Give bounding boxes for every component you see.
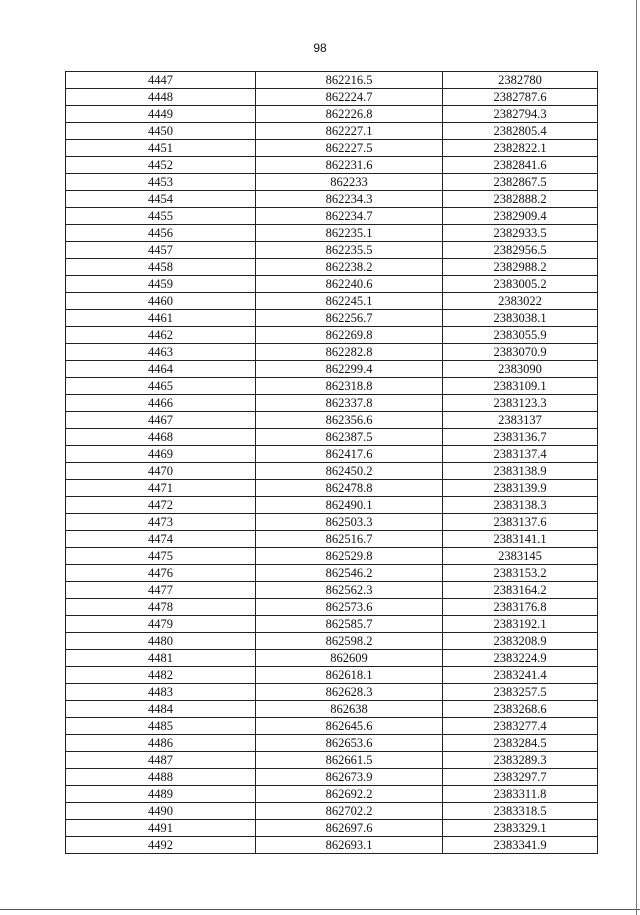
- table-row: [66, 259, 598, 276]
- table-row: [66, 89, 598, 106]
- y-coordinate-cell: 2383311.8: [443, 786, 598, 803]
- y-coordinate-cell: 2383192.1: [443, 616, 598, 633]
- point-number-cell: 4460: [66, 293, 256, 310]
- y-coordinate-cell: 2382787.6: [443, 89, 598, 106]
- table-row: [66, 174, 598, 191]
- y-coordinate-cell: 2383137: [443, 412, 598, 429]
- y-coordinate-cell: 2383022: [443, 293, 598, 310]
- y-coordinate-cell: 2383109.1: [443, 378, 598, 395]
- y-coordinate-cell: 2383268.6: [443, 701, 598, 718]
- table-row: [66, 429, 598, 446]
- page-bottom-edge: [0, 909, 640, 910]
- table-row: [66, 446, 598, 463]
- point-number-cell: 4478: [66, 599, 256, 616]
- table-row: [66, 803, 598, 820]
- x-coordinate-cell: 862573.6: [256, 599, 443, 616]
- y-coordinate-cell: 2383139.9: [443, 480, 598, 497]
- y-coordinate-cell: 2383208.9: [443, 633, 598, 650]
- x-coordinate-cell: 862598.2: [256, 633, 443, 650]
- y-coordinate-cell: 2383137.4: [443, 446, 598, 463]
- x-coordinate-cell: 862628.3: [256, 684, 443, 701]
- point-number-cell: 4461: [66, 310, 256, 327]
- y-coordinate-cell: 2383138.9: [443, 463, 598, 480]
- point-number-cell: 4475: [66, 548, 256, 565]
- point-number-cell: 4469: [66, 446, 256, 463]
- y-coordinate-cell: 2383055.9: [443, 327, 598, 344]
- point-number-cell: 4454: [66, 191, 256, 208]
- y-coordinate-cell: 2382805.4: [443, 123, 598, 140]
- coordinates-table-body: [66, 72, 598, 854]
- x-coordinate-cell: 862227.5: [256, 140, 443, 157]
- point-number-cell: 4482: [66, 667, 256, 684]
- point-number-cell: 4458: [66, 259, 256, 276]
- x-coordinate-cell: 862318.8: [256, 378, 443, 395]
- table-row: [66, 582, 598, 599]
- table-row: [66, 616, 598, 633]
- point-number-cell: 4467: [66, 412, 256, 429]
- point-number-cell: 4472: [66, 497, 256, 514]
- y-coordinate-cell: 2383145: [443, 548, 598, 565]
- table-row: [66, 72, 598, 89]
- x-coordinate-cell: 862234.3: [256, 191, 443, 208]
- point-number-cell: 4481: [66, 650, 256, 667]
- y-coordinate-cell: 2382822.1: [443, 140, 598, 157]
- y-coordinate-cell: 2383297.7: [443, 769, 598, 786]
- point-number-cell: 4465: [66, 378, 256, 395]
- table-row: [66, 820, 598, 837]
- y-coordinate-cell: 2382794.3: [443, 106, 598, 123]
- y-coordinate-cell: 2383224.9: [443, 650, 598, 667]
- point-number-cell: 4449: [66, 106, 256, 123]
- table-row: [66, 378, 598, 395]
- x-coordinate-cell: 862337.8: [256, 395, 443, 412]
- point-number-cell: 4473: [66, 514, 256, 531]
- x-coordinate-cell: 862516.7: [256, 531, 443, 548]
- x-coordinate-cell: 862450.2: [256, 463, 443, 480]
- point-number-cell: 4476: [66, 565, 256, 582]
- x-coordinate-cell: 862702.2: [256, 803, 443, 820]
- coordinates-table: [65, 71, 598, 854]
- y-coordinate-cell: 2382933.5: [443, 225, 598, 242]
- table-row: [66, 837, 598, 854]
- table-row: [66, 327, 598, 344]
- y-coordinate-cell: 2383136.7: [443, 429, 598, 446]
- y-coordinate-cell: 2383284.5: [443, 735, 598, 752]
- y-coordinate-cell: 2383176.8: [443, 599, 598, 616]
- table-row: [66, 395, 598, 412]
- point-number-cell: 4490: [66, 803, 256, 820]
- x-coordinate-cell: 862227.1: [256, 123, 443, 140]
- x-coordinate-cell: 862256.7: [256, 310, 443, 327]
- table-row: [66, 548, 598, 565]
- x-coordinate-cell: 862661.5: [256, 752, 443, 769]
- x-coordinate-cell: 862478.8: [256, 480, 443, 497]
- y-coordinate-cell: 2382956.5: [443, 242, 598, 259]
- x-coordinate-cell: 862697.6: [256, 820, 443, 837]
- table-row: [66, 225, 598, 242]
- x-coordinate-cell: 862490.1: [256, 497, 443, 514]
- y-coordinate-cell: 2382909.4: [443, 208, 598, 225]
- point-number-cell: 4484: [66, 701, 256, 718]
- x-coordinate-cell: 862673.9: [256, 769, 443, 786]
- table-row: [66, 361, 598, 378]
- y-coordinate-cell: 2383138.3: [443, 497, 598, 514]
- x-coordinate-cell: 862235.5: [256, 242, 443, 259]
- x-coordinate-cell: 862529.8: [256, 548, 443, 565]
- x-coordinate-cell: 862224.7: [256, 89, 443, 106]
- y-coordinate-cell: 2383257.5: [443, 684, 598, 701]
- point-number-cell: 4457: [66, 242, 256, 259]
- point-number-cell: 4468: [66, 429, 256, 446]
- point-number-cell: 4462: [66, 327, 256, 344]
- table-row: [66, 599, 598, 616]
- y-coordinate-cell: 2383090: [443, 361, 598, 378]
- table-row: [66, 463, 598, 480]
- x-coordinate-cell: 862645.6: [256, 718, 443, 735]
- y-coordinate-cell: 2383141.1: [443, 531, 598, 548]
- x-coordinate-cell: 862245.1: [256, 293, 443, 310]
- x-coordinate-cell: 862233: [256, 174, 443, 191]
- point-number-cell: 4456: [66, 225, 256, 242]
- x-coordinate-cell: 862638: [256, 701, 443, 718]
- y-coordinate-cell: 2383038.1: [443, 310, 598, 327]
- y-coordinate-cell: 2382888.2: [443, 191, 598, 208]
- table-row: [66, 701, 598, 718]
- x-coordinate-cell: 862356.6: [256, 412, 443, 429]
- y-coordinate-cell: 2382841.6: [443, 157, 598, 174]
- x-coordinate-cell: 862653.6: [256, 735, 443, 752]
- table-row: [66, 633, 598, 650]
- point-number-cell: 4474: [66, 531, 256, 548]
- x-coordinate-cell: 862234.7: [256, 208, 443, 225]
- x-coordinate-cell: 862216.5: [256, 72, 443, 89]
- point-number-cell: 4471: [66, 480, 256, 497]
- y-coordinate-cell: 2382780: [443, 72, 598, 89]
- point-number-cell: 4483: [66, 684, 256, 701]
- y-coordinate-cell: 2383318.5: [443, 803, 598, 820]
- table-row: [66, 769, 598, 786]
- table-row: [66, 140, 598, 157]
- point-number-cell: 4448: [66, 89, 256, 106]
- table-row: [66, 514, 598, 531]
- point-number-cell: 4451: [66, 140, 256, 157]
- table-row: [66, 718, 598, 735]
- table-row: [66, 344, 598, 361]
- point-number-cell: 4479: [66, 616, 256, 633]
- table-row: [66, 786, 598, 803]
- y-coordinate-cell: 2383289.3: [443, 752, 598, 769]
- table-row: [66, 293, 598, 310]
- point-number-cell: 4464: [66, 361, 256, 378]
- x-coordinate-cell: 862503.3: [256, 514, 443, 531]
- table-row: [66, 276, 598, 293]
- y-coordinate-cell: 2383153.2: [443, 565, 598, 582]
- y-coordinate-cell: 2383277.4: [443, 718, 598, 735]
- x-coordinate-cell: 862269.8: [256, 327, 443, 344]
- table-row: [66, 106, 598, 123]
- table-row: [66, 123, 598, 140]
- x-coordinate-cell: 862282.8: [256, 344, 443, 361]
- point-number-cell: 4489: [66, 786, 256, 803]
- table-row: [66, 412, 598, 429]
- y-coordinate-cell: 2383005.2: [443, 276, 598, 293]
- point-number-cell: 4487: [66, 752, 256, 769]
- point-number-cell: 4491: [66, 820, 256, 837]
- x-coordinate-cell: 862585.7: [256, 616, 443, 633]
- point-number-cell: 4453: [66, 174, 256, 191]
- y-coordinate-cell: 2383070.9: [443, 344, 598, 361]
- point-number-cell: 4485: [66, 718, 256, 735]
- table-row: [66, 752, 598, 769]
- page-number: 98: [313, 41, 327, 55]
- table-row: [66, 208, 598, 225]
- table-row: [66, 684, 598, 701]
- point-number-cell: 4480: [66, 633, 256, 650]
- point-number-cell: 4470: [66, 463, 256, 480]
- point-number-cell: 4466: [66, 395, 256, 412]
- x-coordinate-cell: 862387.5: [256, 429, 443, 446]
- point-number-cell: 4450: [66, 123, 256, 140]
- x-coordinate-cell: 862240.6: [256, 276, 443, 293]
- table-row: [66, 480, 598, 497]
- table-row: [66, 157, 598, 174]
- y-coordinate-cell: 2383341.9: [443, 837, 598, 854]
- table-row: [66, 191, 598, 208]
- point-number-cell: 4486: [66, 735, 256, 752]
- y-coordinate-cell: 2382867.5: [443, 174, 598, 191]
- x-coordinate-cell: 862417.6: [256, 446, 443, 463]
- table-row: [66, 497, 598, 514]
- table-row: [66, 242, 598, 259]
- point-number-cell: 4488: [66, 769, 256, 786]
- x-coordinate-cell: 862693.1: [256, 837, 443, 854]
- point-number-cell: 4452: [66, 157, 256, 174]
- table-row: [66, 531, 598, 548]
- table-row: [66, 735, 598, 752]
- y-coordinate-cell: 2382988.2: [443, 259, 598, 276]
- table-row: [66, 310, 598, 327]
- x-coordinate-cell: 862562.3: [256, 582, 443, 599]
- page-right-edge: [636, 0, 637, 915]
- y-coordinate-cell: 2383164.2: [443, 582, 598, 599]
- table-row: [66, 667, 598, 684]
- point-number-cell: 4459: [66, 276, 256, 293]
- table-row: [66, 650, 598, 667]
- x-coordinate-cell: 862618.1: [256, 667, 443, 684]
- x-coordinate-cell: 862226.8: [256, 106, 443, 123]
- table-row: [66, 565, 598, 582]
- point-number-cell: 4463: [66, 344, 256, 361]
- point-number-cell: 4447: [66, 72, 256, 89]
- x-coordinate-cell: 862609: [256, 650, 443, 667]
- y-coordinate-cell: 2383241.4: [443, 667, 598, 684]
- x-coordinate-cell: 862235.1: [256, 225, 443, 242]
- y-coordinate-cell: 2383329.1: [443, 820, 598, 837]
- y-coordinate-cell: 2383123.3: [443, 395, 598, 412]
- x-coordinate-cell: 862299.4: [256, 361, 443, 378]
- y-coordinate-cell: 2383137.6: [443, 514, 598, 531]
- point-number-cell: 4477: [66, 582, 256, 599]
- x-coordinate-cell: 862238.2: [256, 259, 443, 276]
- point-number-cell: 4455: [66, 208, 256, 225]
- x-coordinate-cell: 862231.6: [256, 157, 443, 174]
- point-number-cell: 4492: [66, 837, 256, 854]
- x-coordinate-cell: 862546.2: [256, 565, 443, 582]
- x-coordinate-cell: 862692.2: [256, 786, 443, 803]
